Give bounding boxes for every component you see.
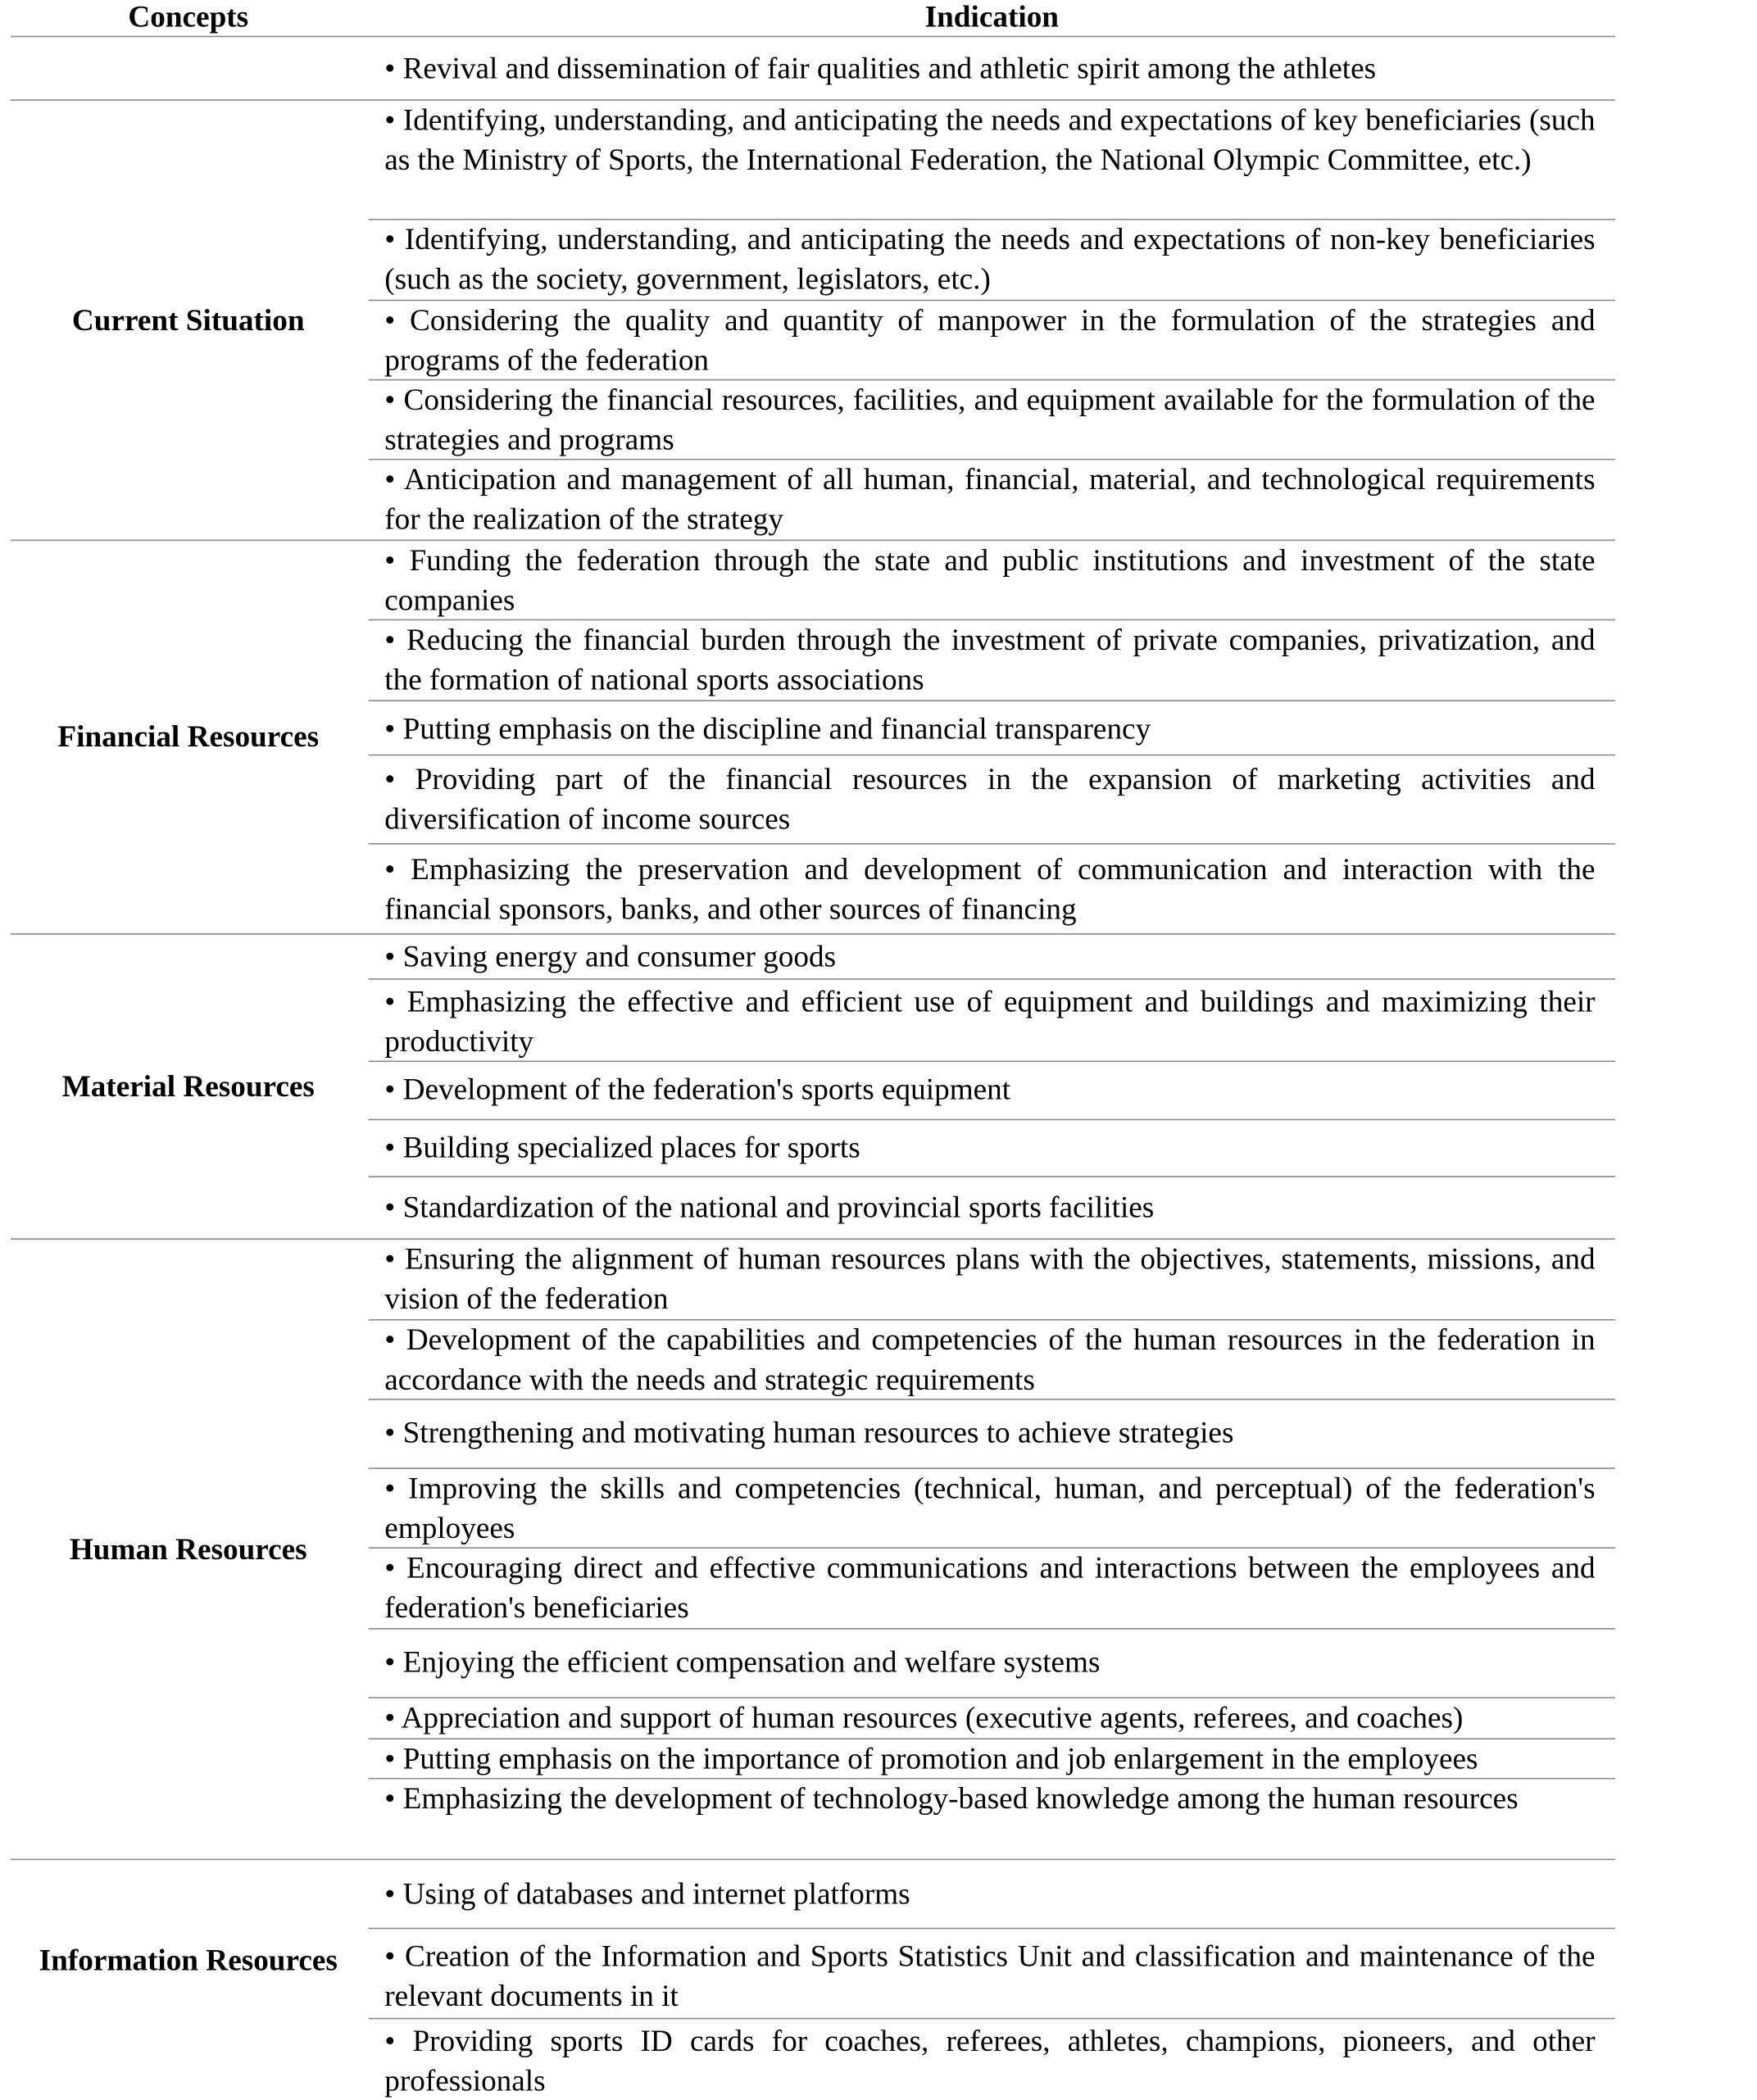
row-divider [369,1176,1615,1177]
indication-cell: • Standardization of the national and provincial sports facilities [384,1191,1155,1224]
indication-cell: • Reducing the financial burden through the investment of private companies, privatization, and the formation of national sports associations [384,623,1596,696]
header-rule [11,36,1615,38]
column-header-indication: Indication [924,0,1060,34]
row-divider [369,2018,1615,2020]
row-divider [369,843,1615,845]
indication-cell: • Saving energy and consumer goods [384,940,837,973]
indication-cell: • Emphasizing the preservation and development of communication and interaction with the financial sponsors, banks, and other sources of financing [384,852,1596,925]
indication-cell: • Creation of the Information and Sports Statistics Unit and classification and maintenance of the relevant documents in it [384,1939,1596,2012]
indication-cell: • Considering the quality and quantity of manpower in the formulation of the strategies and programs of the federation [384,303,1596,376]
indication-cell: • Identifying, understanding, and anticipating the needs and expectations of non-key beneficiaries (such as the society, government, legislators, etc.) [384,222,1596,296]
indication-cell: • Providing sports ID cards for coaches, referees, athletes, champions, pioneers, and other professionals [384,2024,1596,2098]
indication-cell: • Ensuring the alignment of human resources plans with the objectives, statements, missions, and vision of the federation [384,1242,1596,1315]
indication-cell: • Anticipation and management of all human, financial, material, and technological requirements for the realization of the strategy [384,462,1596,535]
concept-human-resources: Human Resources [69,1532,307,1566]
column-header-concepts: Concepts [128,0,249,34]
indication-cell: • Emphasizing the development of technology-based knowledge among the human resources [384,1781,1519,1816]
indication-cell: • Providing part of the financial resources in the expansion of marketing activities and diversification of income sources [384,762,1596,835]
row-divider [369,1399,1615,1400]
concept-material-resources: Material Resources [61,1069,315,1104]
indication-cell: • Putting emphasis on the discipline and financial transparency [384,711,1151,746]
row-divider [369,1628,1615,1630]
row-divider [369,755,1615,756]
indication-cell: • Using of databases and internet platforms [384,1877,910,1911]
indication-cell: • Funding the federation through the state and public institutions and investment of the state companies [384,543,1596,616]
row-divider [369,978,1615,980]
group-divider [11,1859,1615,1861]
indication-cell: • Considering the financial resources, facilities, and equipment available for the formulation of the strategies and programs [384,383,1596,456]
indication-cell: • Enjoying the efficient compensation and welfare systems [384,1645,1101,1679]
row-divider [369,1119,1615,1121]
row-divider [369,1928,1615,1930]
concept-information-resources: Information Resources [39,1944,338,1977]
indication-cell: • Emphasizing the effective and efficient use of equipment and buildings and maximizing their productivity [384,985,1596,1058]
indication-cell: • Strengthening and motivating human resources to achieve strategies [384,1416,1234,1449]
indication-cell: • Encouraging direct and effective communications and interactions between the employees and federation's beneficiaries [384,1551,1596,1624]
indication-cell: • Appreciation and support of human resources (executive agents, referees, and coaches) [384,1701,1464,1735]
indication-cell: • Building specialized places for sports [384,1131,860,1164]
indication-cell: • Putting emphasis on the importance of promotion and job enlargement in the employees [384,1742,1478,1776]
indication-cell: • Development of the federation's sports equipment [384,1073,1011,1106]
group-divider [11,933,1615,935]
indication-cell: • Revival and dissemination of fair qualities and athletic spirit among the athletes [384,52,1377,85]
indication-cell: • Identifying, understanding, and anticipating the needs and expectations of key beneficiaries (such as the Ministry of Sports, the International Federation, the National Olympic Committee, etc.) [384,103,1596,176]
concept-financial-resources: Financial Resources [57,719,320,754]
row-divider [369,700,1615,701]
indication-cell: • Development of the capabilities and competencies of the human resources in the federation in accordance with the needs and strategic requirements [384,1322,1596,1396]
concept-current-situation: Current Situation [71,303,305,337]
indication-cell: • Improving the skills and competencies (technical, human, and perceptual) of the federation's employees [384,1472,1596,1544]
row-divider [369,1060,1615,1062]
